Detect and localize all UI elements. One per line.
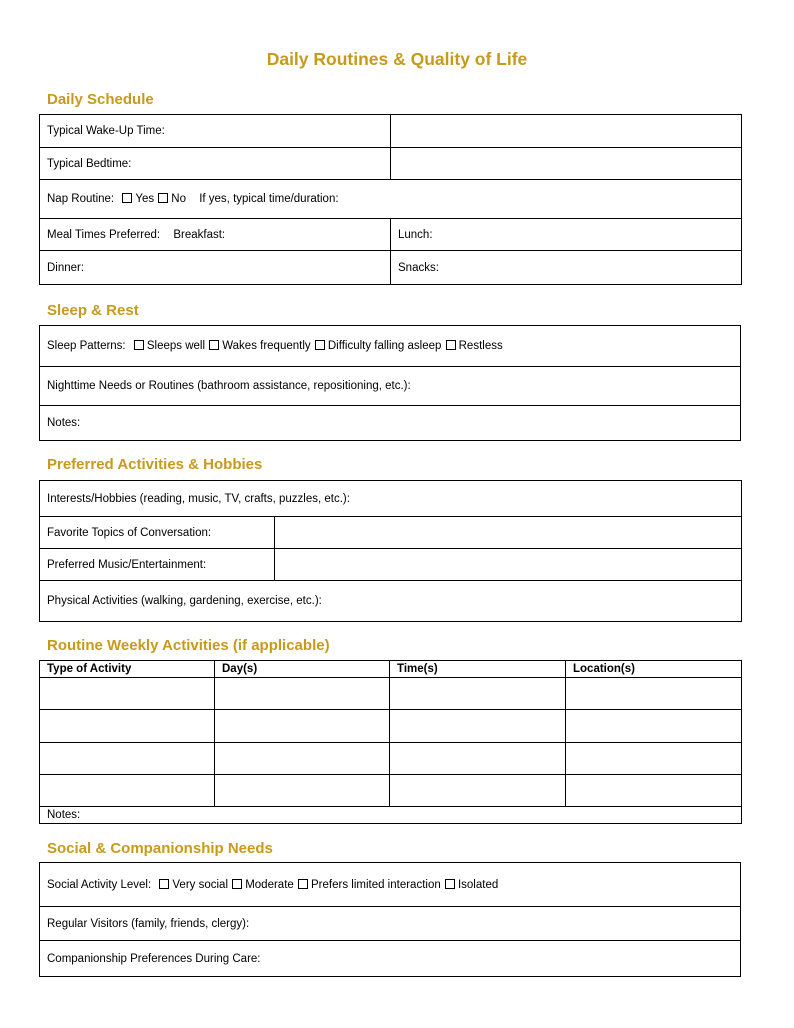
- nap-yes-label: Yes: [135, 193, 155, 205]
- sleep-notes-field[interactable]: [40, 406, 741, 441]
- weekly-notes-label: Notes:: [47, 809, 81, 821]
- nap-yes-checkbox[interactable]: [122, 193, 132, 203]
- regular-visitors-label: Regular Visitors (family, friends, clergy):: [47, 917, 250, 930]
- moderate-checkbox[interactable]: [232, 879, 242, 889]
- section-title-weekly: Routine Weekly Activities (if applicable): [47, 637, 330, 654]
- lunch-cell[interactable]: [391, 219, 742, 251]
- nap-routine-label: Nap Routine:: [47, 193, 115, 205]
- table-cell[interactable]: [390, 710, 566, 743]
- wakes-frequently-checkbox[interactable]: [209, 340, 219, 350]
- table-cell[interactable]: [566, 775, 742, 807]
- prefers-limited-label: Prefers limited interaction: [311, 878, 441, 891]
- isolated-label: Isolated: [457, 878, 499, 891]
- table-cell[interactable]: [40, 678, 215, 710]
- snacks-label: Snacks:: [398, 261, 439, 274]
- weekly-notes-field[interactable]: [40, 807, 742, 824]
- sleep-patterns-label: Sleep Patterns:: [47, 340, 126, 352]
- wake-up-label: Typical Wake-Up Time:: [40, 115, 391, 148]
- restless-label: Restless: [458, 340, 503, 352]
- social-table: [39, 862, 741, 977]
- very-social-checkbox[interactable]: [159, 879, 169, 889]
- interests-field[interactable]: [40, 481, 742, 517]
- sleep-rest-table: [39, 325, 741, 441]
- restless-checkbox[interactable]: [446, 340, 456, 350]
- nap-routine-row: [40, 180, 742, 219]
- wakes-frequently-label: Wakes frequently: [222, 340, 311, 352]
- regular-visitors-field[interactable]: [40, 907, 741, 941]
- lunch-label: Lunch:: [398, 228, 433, 241]
- moderate-label: Moderate: [245, 878, 294, 891]
- meal-times-label: Meal Times Preferred:: [47, 228, 161, 241]
- prefers-limited-checkbox[interactable]: [298, 879, 308, 889]
- table-cell[interactable]: [40, 775, 215, 807]
- sleeps-well-checkbox[interactable]: [134, 340, 144, 350]
- difficulty-falling-asleep-label: Difficulty falling asleep: [327, 340, 442, 352]
- nap-followup-label: If yes, typical time/duration:: [199, 193, 339, 205]
- topics-field[interactable]: [275, 517, 742, 549]
- physical-activities-label: Physical Activities (walking, gardening, exercise, etc.):: [47, 595, 322, 607]
- section-title-activities: Preferred Activities & Hobbies: [47, 456, 263, 473]
- social-level-label: Social Activity Level:: [47, 878, 152, 891]
- table-row: [40, 775, 742, 807]
- bedtime-label: Typical Bedtime:: [40, 148, 391, 180]
- social-level-row: [40, 863, 741, 907]
- very-social-label: Very social: [172, 878, 228, 891]
- daily-schedule-table: [39, 114, 742, 285]
- companionship-label: Companionship Preferences During Care:: [47, 952, 261, 965]
- dinner-label: Dinner:: [47, 261, 85, 274]
- table-cell[interactable]: [566, 678, 742, 710]
- table-cell[interactable]: [215, 678, 390, 710]
- column-header-type: Type of Activity: [40, 661, 215, 678]
- section-title-daily-schedule: Daily Schedule: [47, 91, 154, 108]
- topics-label: Favorite Topics of Conversation:: [40, 517, 275, 549]
- music-label: Preferred Music/Entertainment:: [40, 549, 275, 581]
- section-title-sleep-rest: Sleep & Rest: [47, 302, 139, 319]
- bedtime-field[interactable]: [391, 148, 742, 180]
- isolated-checkbox[interactable]: [445, 879, 455, 889]
- nighttime-needs-label: Nighttime Needs or Routines (bathroom assistance, repositioning, etc.):: [47, 380, 411, 392]
- table-cell[interactable]: [40, 743, 215, 775]
- table-cell[interactable]: [215, 743, 390, 775]
- table-cell[interactable]: [40, 710, 215, 743]
- sleep-notes-label: Notes:: [47, 417, 81, 429]
- table-row: [40, 678, 742, 710]
- difficulty-falling-asleep-checkbox[interactable]: [315, 340, 325, 350]
- physical-activities-field[interactable]: [40, 581, 742, 622]
- table-cell[interactable]: [215, 710, 390, 743]
- weekly-activities-table: [39, 660, 742, 824]
- sleeps-well-label: Sleeps well: [146, 340, 206, 352]
- table-cell[interactable]: [566, 743, 742, 775]
- companionship-field[interactable]: [40, 941, 741, 977]
- nap-no-checkbox[interactable]: [158, 193, 168, 203]
- snacks-cell[interactable]: [391, 251, 742, 285]
- nap-no-label: No: [171, 193, 186, 205]
- column-header-days: Day(s): [215, 661, 390, 678]
- table-row: [40, 743, 742, 775]
- meal-times-cell[interactable]: [40, 219, 391, 251]
- music-field[interactable]: [275, 549, 742, 581]
- nighttime-needs-field[interactable]: [40, 367, 741, 406]
- column-header-times: Time(s): [390, 661, 566, 678]
- section-title-social: Social & Companionship Needs: [47, 840, 273, 857]
- table-cell[interactable]: [390, 678, 566, 710]
- table-cell[interactable]: [390, 775, 566, 807]
- page-title: Daily Routines & Quality of Life: [266, 49, 528, 69]
- activities-table: [39, 480, 742, 622]
- table-cell[interactable]: [390, 743, 566, 775]
- dinner-cell[interactable]: [40, 251, 391, 285]
- sleep-patterns-row: [40, 326, 741, 367]
- table-cell[interactable]: [215, 775, 390, 807]
- breakfast-label: Breakfast:: [173, 228, 226, 241]
- wake-up-field[interactable]: [391, 115, 742, 148]
- table-cell[interactable]: [566, 710, 742, 743]
- table-row: [40, 710, 742, 743]
- interests-label: Interests/Hobbies (reading, music, TV, crafts, puzzles, etc.):: [47, 492, 350, 505]
- column-header-location: Location(s): [566, 661, 742, 678]
